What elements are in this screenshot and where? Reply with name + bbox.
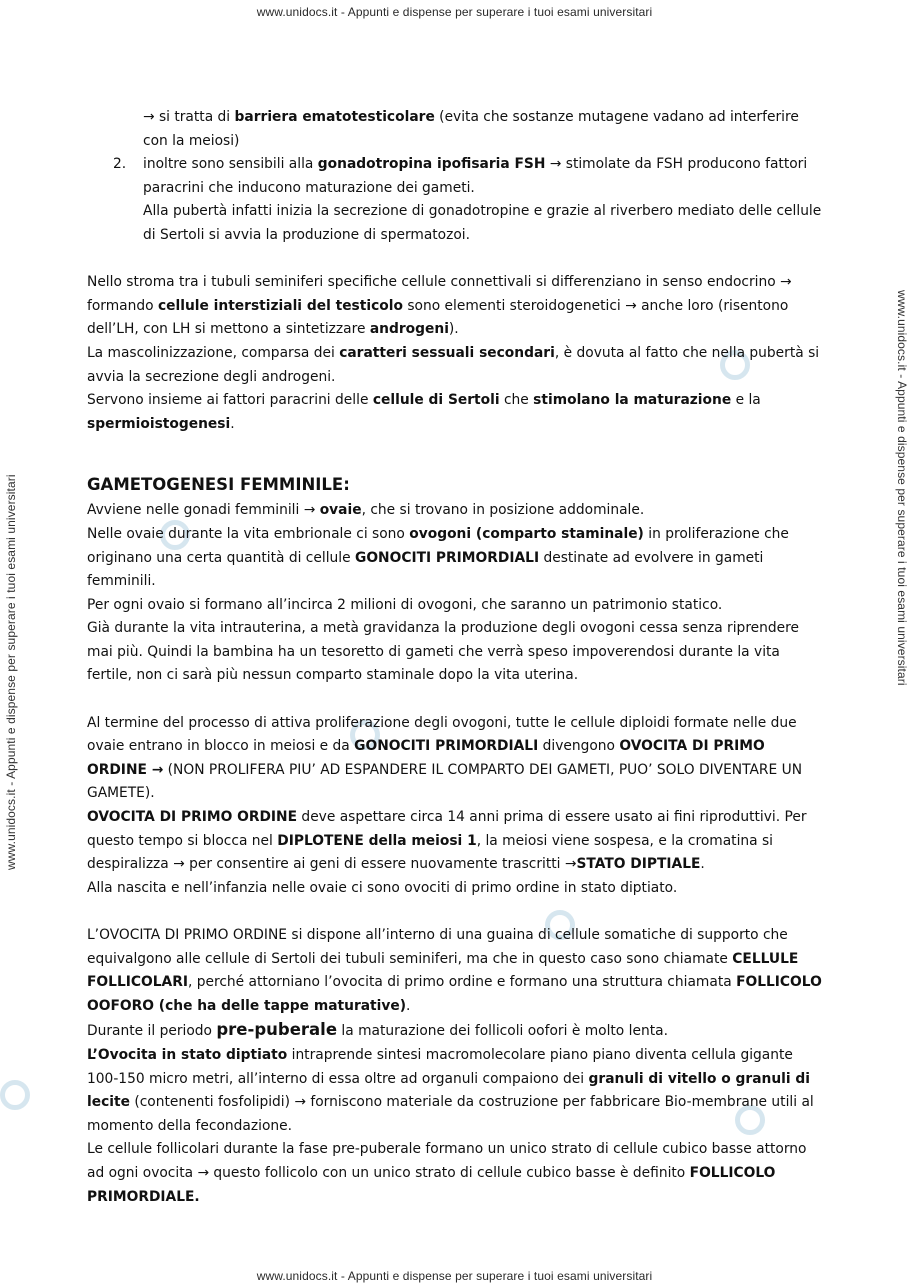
watermark-bottom: www.unidocs.it - Appunti e dispense per superare i tuoi esami universitari xyxy=(256,1269,653,1283)
paragraph-diptiate-oocyte: L’Ovocita in stato diptiato intraprende sintesi macromolecolare piano piano diventa cellula gigante 100-150 micro metri, all’interno di essa oltre ad organuli compaiono dei granuli di vitello o granuli di lecite (contenenti fosfolipidi) → forniscono materiale da costruzione per fabbricare Bio-membrane utili al momento della fecondazione. xyxy=(87,1046,814,1134)
paragraph-leydig-cells: Nello stroma tra i tubuli seminiferi specifiche cellule connettivali si differenziano in senso endocrino → formando cellule interstiziali del testicolo sono elementi steroidogenetici → anche loro (risentono dell’LH, con LH si mettono a sintetizzare androgeni). xyxy=(87,274,792,338)
paragraph-follicular-cells: L’OVOCITA DI PRIMO ORDINE si dispone all’interno di una guaina di cellule somatiche di supporto che equivalgono alle cellule di Sertoli dei tubuli seminiferi, ma che in questo caso sono chiamate CELLULE FOLLICOLARI, perché attorniano l’ovocita di primo ordine e formano una struttura chiamata FOLLICOLO OOFORO (che ha delle tappe maturative). xyxy=(87,927,822,1014)
list-number: 2. xyxy=(113,156,127,173)
paragraph-masculinization: La mascolinizzazione, comparsa dei caratteri sessuali secondari, è dovuta al fatto che nella pubertà si avvia la secrezione degli androgeni. xyxy=(87,344,820,385)
list-item-2: 2. inoltre sono sensibili alla gonadotropina ipofisaria FSH → stimolate da FSH producono fattori paracrini che inducono maturazione dei gameti. xyxy=(87,153,827,200)
paragraph-primordial-follicle: Le cellule follicolari durante la fase pre-puberale formano un unico strato di cellule cubico basse attorno ad ogni ovocita → questo follicolo con un unico strato di cellule cubico basse è definito FOLLICOLO PRIMORDIALE. xyxy=(87,1141,807,1205)
paragraph-prepuberal: Durante il periodo pre-puberale la maturazione dei follicoli oofori è molto lenta. xyxy=(87,1020,668,1040)
paragraph-female-gonads: Avviene nelle gonadi femminili → ovaie, che si trovano in posizione addominale. xyxy=(87,502,645,519)
document-body xyxy=(87,106,827,1209)
paragraph-birth: Alla nascita e nell’infanzia nelle ovaie ci sono ovociti di primo ordine in stato diptiato. xyxy=(87,879,678,896)
paragraph-paracrine: Servono insieme ai fattori paracrini delle cellule di Sertoli che stimolano la maturazione e la spermioistogenesi. xyxy=(87,392,761,432)
paragraph-ovogoni: Nelle ovaie durante la vita embrionale ci sono ovogoni (comparto staminale) in proliferazione che originano una certa quantità di cellule GONOCITI PRIMORDIALI destinate ad evolvere in gameti femminili. xyxy=(87,525,789,590)
section-heading: GAMETOGENESI FEMMINILE: xyxy=(87,475,350,495)
watermark-side-left: www.unidocs.it - Appunti e dispense per superare i tuoi esami universitari xyxy=(4,474,18,870)
list-item-continuation: → si tratta di barriera ematotesticolare (evita che sostanze mutagene vadano ad interferire con la meiosi) xyxy=(143,109,799,149)
watermark-logo-icon xyxy=(0,1080,30,1110)
paragraph-meiosis-block: Al termine del processo di attiva proliferazione degli ovogoni, tutte le cellule diploidi formate nelle due ovaie entrano in blocco in meiosi e da GONOCITI PRIMORDIALI divengono OVOCITA DI PRIMO ORDINE → (NON PROLIFERA PIU’ AD ESPANDERE IL COMPARTO DEI GAMETI, PUO’ SOLO DIVENTARE UN GAMETE). xyxy=(87,714,803,802)
paragraph-intrauterine: Già durante la vita intrauterina, a metà gravidanza la produzione degli ovogoni cessa senza riprendere mai più. Quindi la bambina ha un tesoretto di gameti che verrà speso impoverendosi durante la vita fertile, non ci sarà più nessun comparto staminale dopo la vita uterina. xyxy=(87,620,800,684)
paragraph-diplotene: OVOCITA DI PRIMO ORDINE deve aspettare circa 14 anni prima di essere usato ai fini riproduttivi. Per questo tempo si blocca nel DIPLOTENE della meiosi 1, la meiosi viene sospesa, e la cromatina si despiralizza → per consentire ai geni di essere nuovamente trascritti →STATO DIPTIALE. xyxy=(87,809,807,873)
paragraph-ovogoni-count: Per ogni ovaio si formano all’incirca 2 milioni di ovogoni, che saranno un patrimonio statico. xyxy=(87,596,723,613)
list-item-2-continuation: Alla pubertà infatti inizia la secrezione di gonadotropine e grazie al riverbero mediato delle cellule di Sertoli si avvia la produzione di spermatozoi. xyxy=(143,203,822,243)
watermark-side-right: www.unidocs.it - Appunti e dispense per superare i tuoi esami universitari xyxy=(895,290,909,686)
watermark-top: www.unidocs.it - Appunti e dispense per superare i tuoi esami universitari xyxy=(256,5,653,19)
